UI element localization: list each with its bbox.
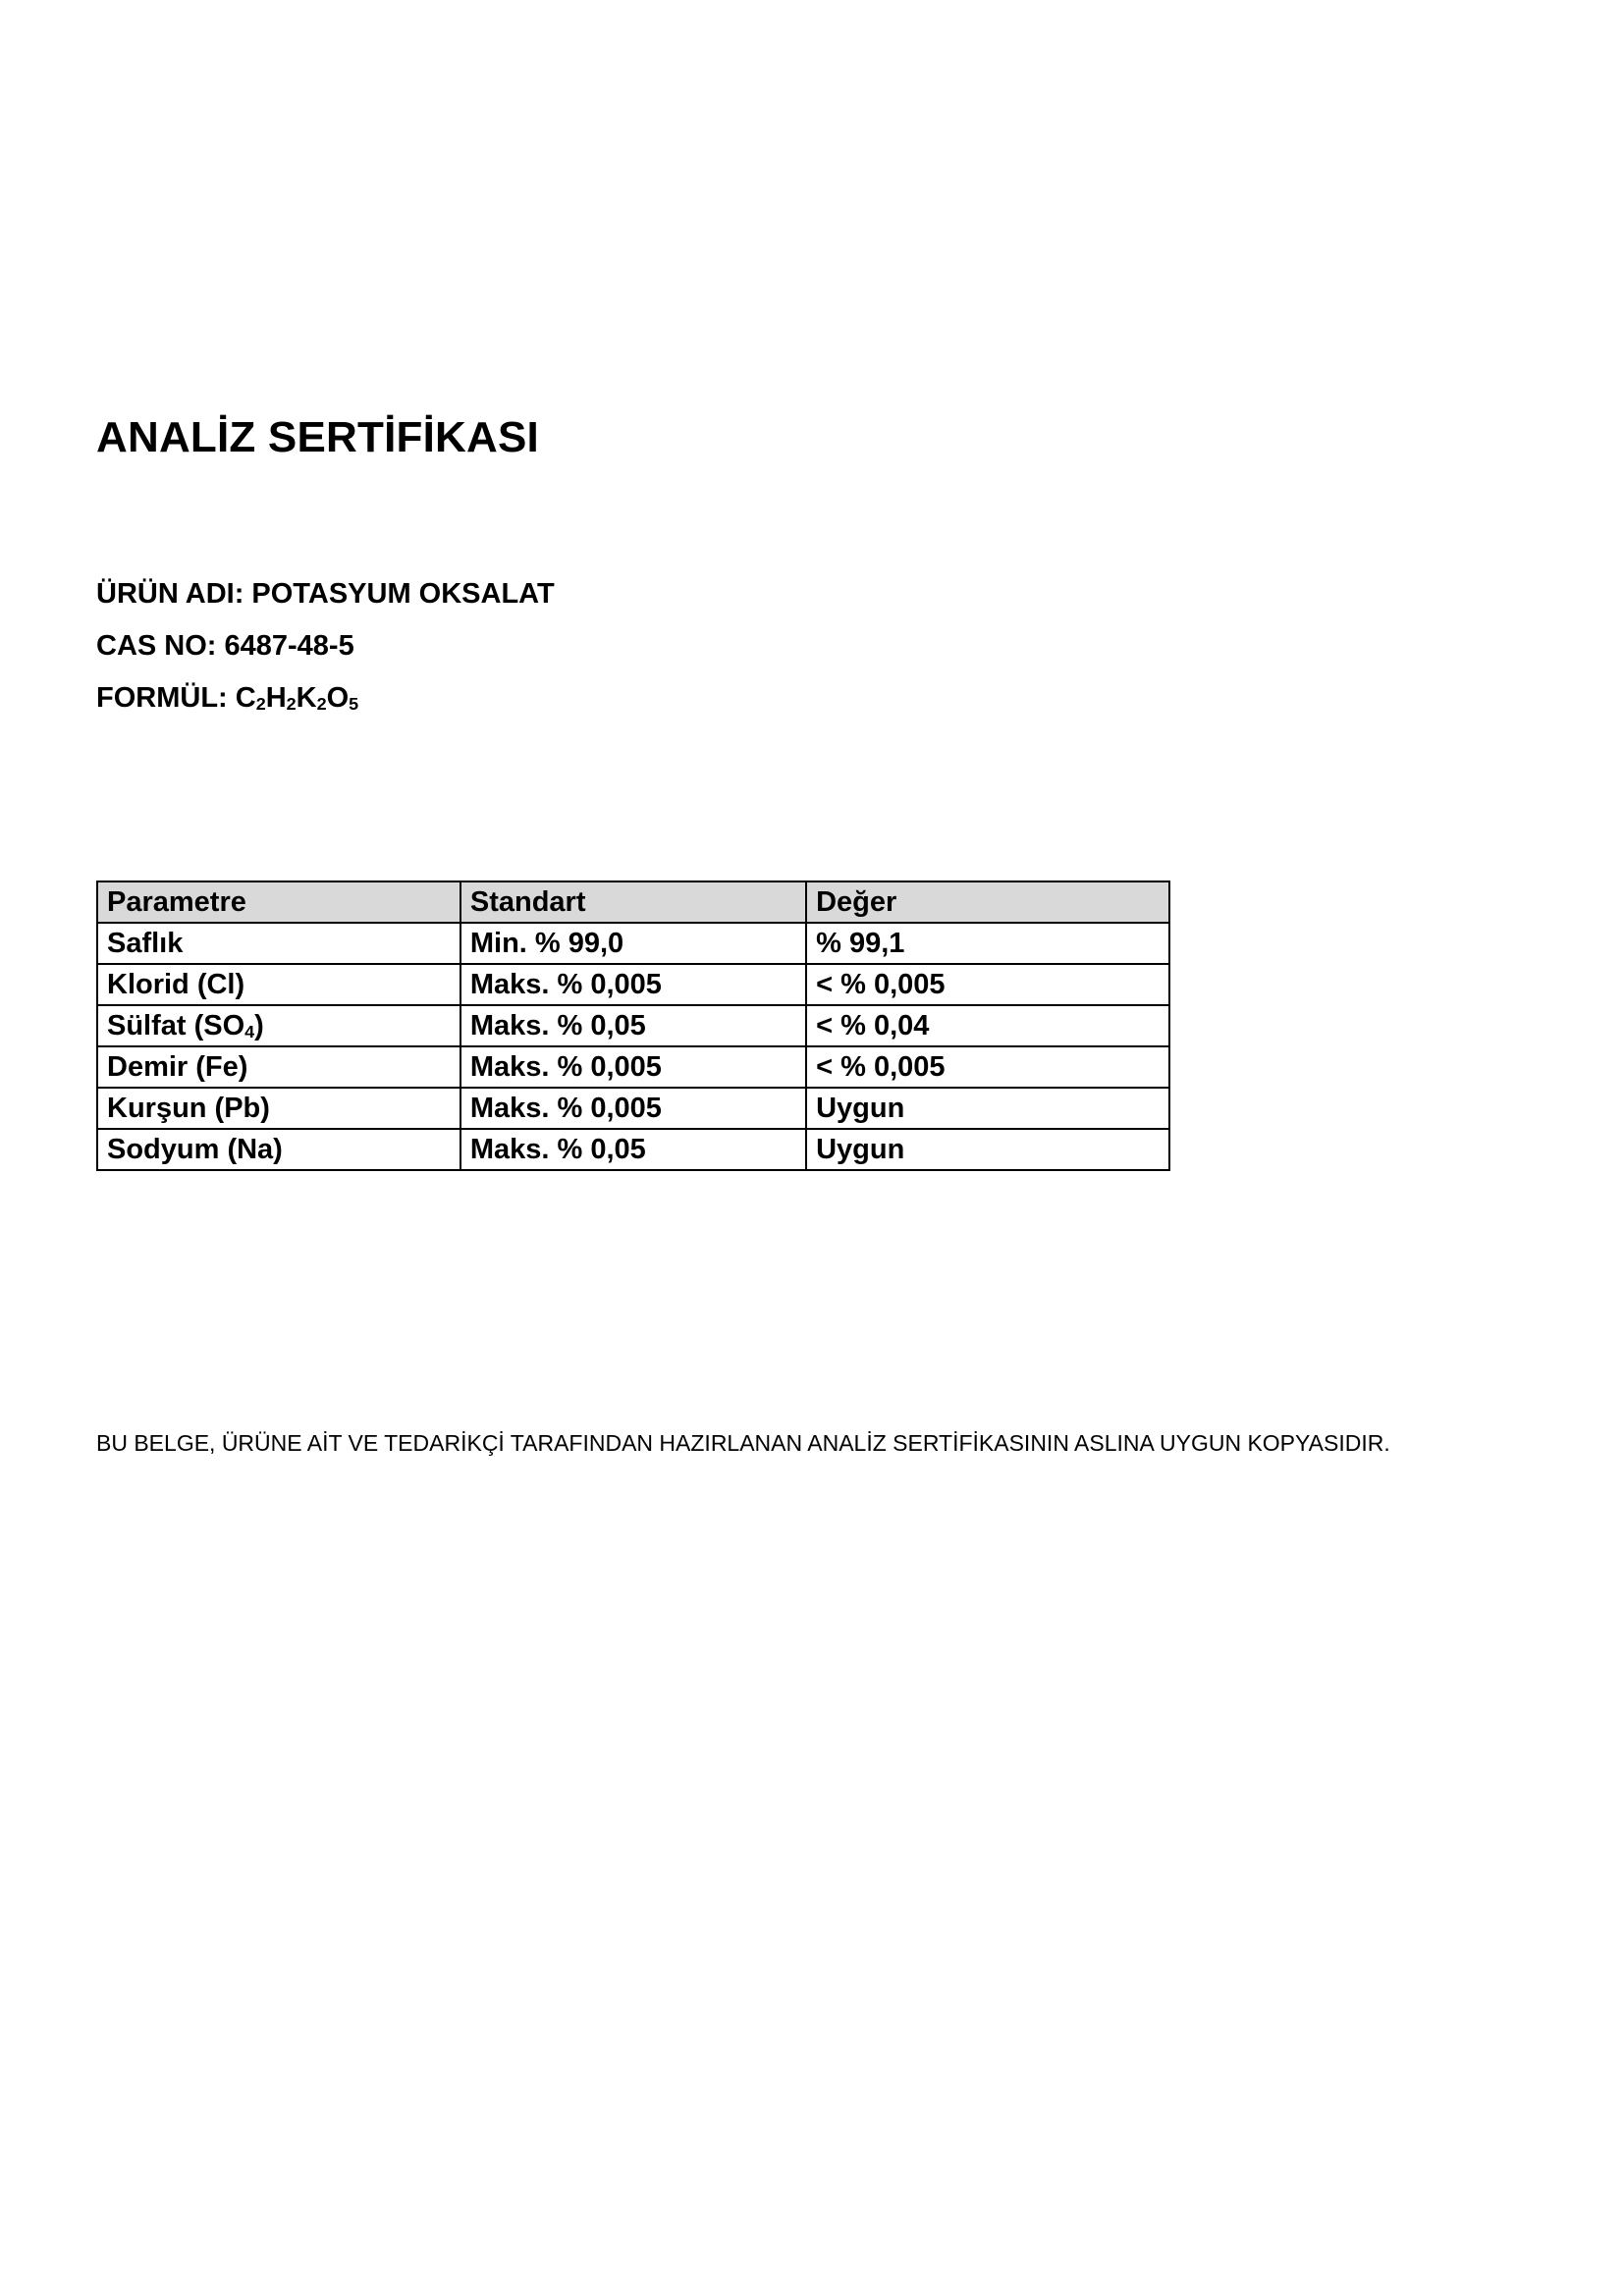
table-row xyxy=(97,964,1169,1005)
cell-parameter: Kurşun (Pb) xyxy=(97,1088,460,1129)
formula-subscript: 2 xyxy=(286,694,297,715)
table-row xyxy=(97,1005,1169,1046)
formula-label: FORMÜL: xyxy=(96,682,236,714)
cell-parameter: Sodyum (Na) xyxy=(97,1129,460,1170)
product-info xyxy=(96,577,555,733)
cell-parameter xyxy=(97,1005,460,1046)
formula-element: H xyxy=(265,682,287,714)
formula-subscript: 2 xyxy=(316,694,327,715)
table-row xyxy=(97,923,1169,964)
cell-standard: Maks. % 0,05 xyxy=(460,1129,806,1170)
header-parameter: Parametre xyxy=(97,881,460,923)
cell-value: % 99,1 xyxy=(806,923,1169,964)
cas-number-line: CAS NO: 6487-48-5 xyxy=(96,630,354,662)
parameter-subscript: 4 xyxy=(244,1021,255,1041)
cell-value: Uygun xyxy=(806,1088,1169,1129)
formula-subscript: 5 xyxy=(349,694,359,715)
footer-note: BU BELGE, ÜRÜNE AİT VE TEDARİKÇİ TARAFINDAN HAZIRLANAN ANALİZ SERTİFİKASININ ASLINA UYGUN KOPYASIDIR. xyxy=(96,1430,1390,1456)
header-standard: Standart xyxy=(460,881,806,923)
parameter-text-end: ) xyxy=(254,1009,264,1041)
cell-standard: Maks. % 0,005 xyxy=(460,964,806,1005)
table-header-row xyxy=(97,881,1169,923)
parameter-text: Sülfat (SO xyxy=(107,1009,245,1041)
table-row xyxy=(97,1088,1169,1129)
formula-element: K xyxy=(296,682,317,714)
table-row xyxy=(97,1129,1169,1170)
cell-value: < % 0,005 xyxy=(806,1046,1169,1088)
cell-value: < % 0,005 xyxy=(806,964,1169,1005)
formula-element: O xyxy=(326,682,350,714)
cell-standard: Maks. % 0,005 xyxy=(460,1088,806,1129)
header-value: Değer xyxy=(806,881,1169,923)
cell-parameter: Klorid (Cl) xyxy=(97,964,460,1005)
table-row xyxy=(97,1046,1169,1088)
formula-line xyxy=(96,681,555,715)
cell-standard: Min. % 99,0 xyxy=(460,923,806,964)
certificate-title: ANALİZ SERTİFİKASI xyxy=(96,413,539,461)
analysis-table xyxy=(96,881,1170,1171)
product-name-line: ÜRÜN ADI: POTASYUM OKSALAT xyxy=(96,578,555,610)
cell-value: < % 0,04 xyxy=(806,1005,1169,1046)
cell-standard: Maks. % 0,005 xyxy=(460,1046,806,1088)
cell-value: Uygun xyxy=(806,1129,1169,1170)
cell-standard: Maks. % 0,05 xyxy=(460,1005,806,1046)
formula-subscript: 2 xyxy=(255,694,266,715)
cell-parameter: Demir (Fe) xyxy=(97,1046,460,1088)
cell-parameter: Saflık xyxy=(97,923,460,964)
formula-element: C xyxy=(235,682,256,714)
